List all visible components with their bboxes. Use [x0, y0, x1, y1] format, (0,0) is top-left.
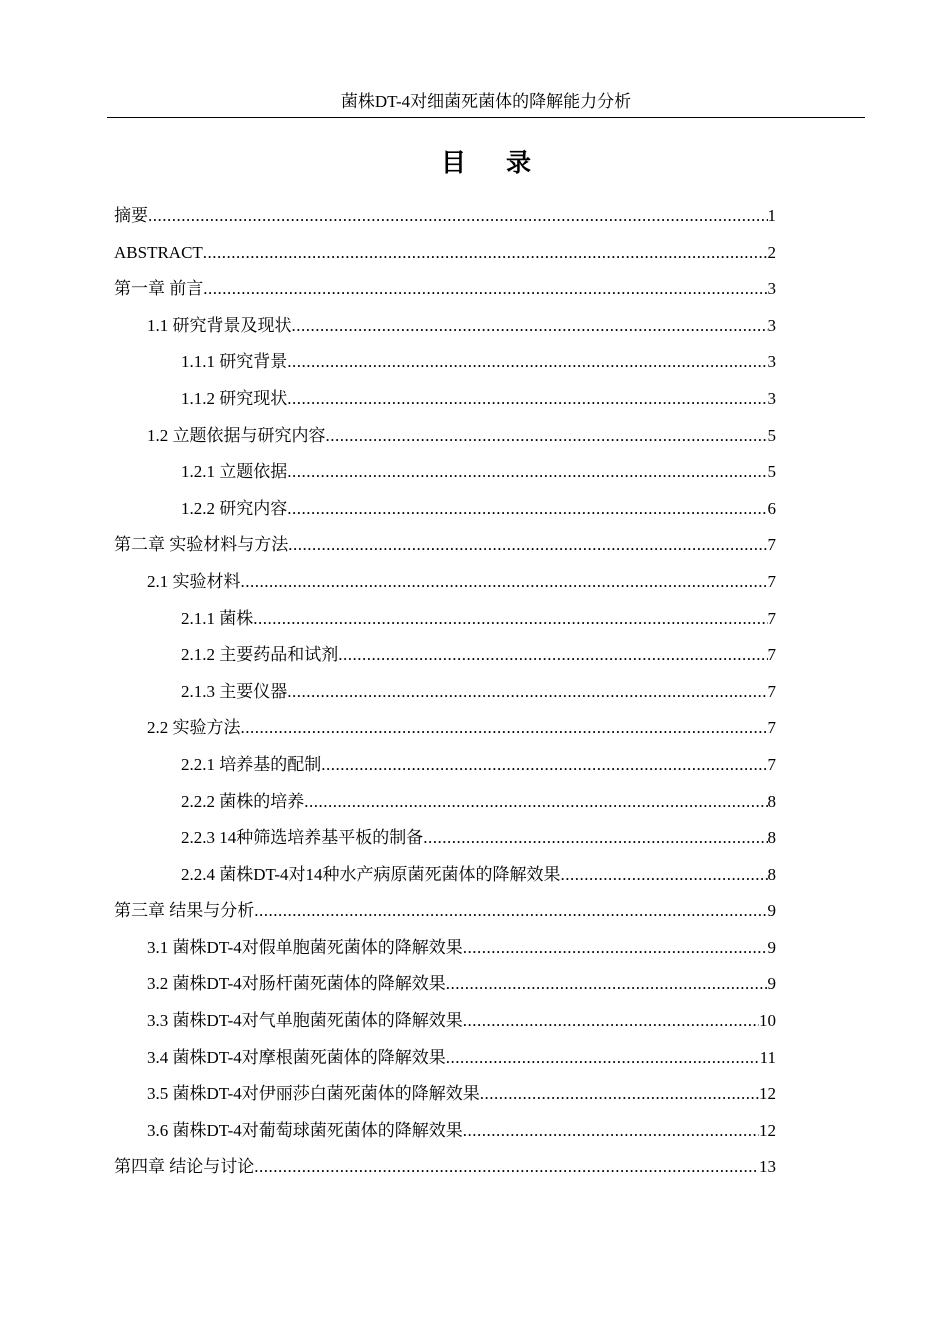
toc-entry-label: 第二章 实验材料与方法	[114, 535, 289, 555]
toc-page-number: 1	[767, 206, 776, 225]
dot-leader	[287, 381, 767, 417]
toc-entry-label: 3.6 菌株DT-4对葡萄球菌死菌体的降解效果	[147, 1120, 463, 1140]
toc-page-number: 9	[767, 901, 776, 921]
toc-entry-label: 2.2.1 培养基的配制	[181, 754, 322, 774]
toc-entry-chapter-2[interactable]	[114, 527, 776, 564]
toc-page-number: 12	[759, 1120, 776, 1140]
dot-leader	[463, 1003, 759, 1039]
dot-leader	[480, 1076, 759, 1112]
toc-entry-2-2-2[interactable]	[114, 784, 776, 821]
toc-entry-2-1-2[interactable]	[114, 637, 776, 674]
toc-page-number: 8	[767, 864, 776, 884]
toc-entry-1-2[interactable]	[114, 418, 776, 455]
dot-leader	[287, 454, 767, 490]
toc-page-number: 7	[767, 645, 776, 665]
toc-entry-label: 3.3 菌株DT-4对气单胞菌死菌体的降解效果	[147, 1011, 463, 1031]
toc-entry-label: 2.1.2 主要药品和试剂	[181, 645, 339, 665]
toc-page-number: 7	[767, 571, 776, 591]
toc-entry-label: 1.1.2 研究现状	[181, 388, 288, 408]
dot-leader	[292, 308, 768, 344]
dot-leader	[321, 747, 767, 783]
dot-leader	[288, 527, 767, 563]
toc-entry-3-6[interactable]	[114, 1113, 776, 1150]
toc-entry-label: 第一章 前言	[114, 279, 204, 299]
dot-leader	[253, 601, 767, 637]
dot-leader	[338, 637, 767, 673]
toc-page-number: 11	[759, 1047, 776, 1067]
toc-entry-abstract-en[interactable]	[114, 235, 776, 272]
toc-entry-label: 1.1 研究背景及现状	[147, 315, 292, 335]
dot-leader	[463, 1113, 759, 1149]
dot-leader	[241, 710, 768, 746]
toc-entry-3-4[interactable]	[114, 1040, 776, 1077]
toc-entry-3-2[interactable]	[114, 966, 776, 1003]
dot-leader	[446, 1040, 760, 1076]
toc-page-number: 7	[767, 681, 776, 701]
toc-page-number: 3	[767, 279, 776, 299]
dot-leader	[203, 271, 767, 307]
dot-leader	[326, 418, 768, 454]
toc-entry-2-2-4[interactable]	[114, 857, 776, 894]
toc-entry-label: 2.2.4 菌株DT-4对14种水产病原菌死菌体的降解效果	[181, 864, 561, 884]
toc-page-number: 7	[767, 535, 776, 555]
toc-page-number: 13	[759, 1157, 776, 1177]
toc-entry-2-2[interactable]	[114, 710, 776, 747]
toc-page-number: 7	[767, 608, 776, 628]
toc-page-number: 3	[767, 315, 776, 335]
toc-page-number: 5	[767, 425, 776, 445]
toc-page-number: 12	[759, 1084, 776, 1104]
toc-entry-label: ABSTRACT	[114, 242, 203, 262]
toc-page-number: 7	[767, 718, 776, 738]
dot-leader	[241, 564, 768, 600]
table-of-contents	[114, 198, 776, 1186]
toc-entry-label: 2.1 实验材料	[147, 571, 241, 591]
dot-leader	[463, 930, 768, 966]
toc-entry-2-2-1[interactable]	[114, 747, 776, 784]
toc-page-number: 6	[767, 498, 776, 518]
toc-page-number: 8	[767, 791, 776, 811]
toc-entry-label: 2.2.2 菌株的培养	[181, 791, 305, 811]
toc-entry-abstract-cn[interactable]	[114, 198, 776, 235]
toc-entry-2-2-3[interactable]	[114, 820, 776, 857]
toc-entry-2-1-3[interactable]	[114, 674, 776, 711]
toc-entry-label: 2.2 实验方法	[147, 718, 241, 738]
toc-entry-3-1[interactable]	[114, 930, 776, 967]
toc-entry-label: 3.5 菌株DT-4对伊丽莎白菌死菌体的降解效果	[147, 1084, 480, 1104]
toc-page-number: 10	[759, 1011, 776, 1031]
toc-page-number: 3	[767, 388, 776, 408]
toc-entry-label: 3.1 菌株DT-4对假单胞菌死菌体的降解效果	[147, 937, 463, 957]
toc-entry-3-3[interactable]	[114, 1003, 776, 1040]
toc-title: 目录	[440, 150, 571, 177]
toc-entry-label: 第三章 结果与分析	[114, 901, 255, 921]
dot-leader	[304, 784, 767, 820]
dot-leader	[148, 198, 768, 234]
dot-leader	[561, 857, 768, 893]
toc-entry-chapter-1[interactable]	[114, 271, 776, 308]
toc-entry-2-1[interactable]	[114, 564, 776, 601]
dot-leader	[203, 235, 768, 271]
toc-entry-1-1[interactable]	[114, 308, 776, 345]
toc-entry-chapter-4[interactable]	[114, 1149, 776, 1186]
toc-entry-label: 3.2 菌株DT-4对肠杆菌死菌体的降解效果	[147, 974, 446, 994]
toc-page-number: 2	[767, 242, 776, 262]
toc-page-number: 9	[767, 937, 776, 957]
toc-entry-1-2-2[interactable]	[114, 491, 776, 528]
toc-entry-label: 第四章 结论与讨论	[114, 1157, 255, 1177]
toc-entry-label: 1.1.1 研究背景	[181, 352, 288, 372]
dot-leader	[423, 820, 767, 856]
toc-entry-label: 2.1.1 菌株	[181, 608, 254, 628]
header-rule	[107, 117, 865, 118]
toc-entry-chapter-3[interactable]	[114, 893, 776, 930]
toc-page-number: 5	[767, 462, 776, 482]
toc-page-number: 8	[767, 828, 776, 848]
running-header: 菌株DT-4对细菌死菌体的降解能力分析	[340, 92, 632, 111]
toc-entry-label: 1.2 立题依据与研究内容	[147, 425, 326, 445]
toc-entry-label: 1.2.1 立题依据	[181, 462, 288, 482]
toc-entry-3-5[interactable]	[114, 1076, 776, 1113]
dot-leader	[254, 893, 767, 929]
toc-entry-1-1-1[interactable]	[114, 344, 776, 381]
toc-entry-2-1-1[interactable]	[114, 601, 776, 638]
toc-page-number: 3	[767, 352, 776, 372]
toc-page-number: 7	[767, 754, 776, 774]
dot-leader	[287, 674, 767, 710]
toc-entry-1-2-1[interactable]	[114, 454, 776, 491]
dot-leader	[287, 491, 767, 527]
toc-entry-label: 1.2.2 研究内容	[181, 498, 288, 518]
toc-entry-label: 2.1.3 主要仪器	[181, 681, 288, 701]
toc-page-number: 9	[767, 974, 776, 994]
toc-entry-label: 2.2.3 14种筛选培养基平板的制备	[181, 828, 424, 848]
dot-leader	[254, 1149, 759, 1185]
toc-entry-label: 摘要	[114, 206, 148, 225]
dot-leader	[446, 966, 768, 1002]
dot-leader	[287, 344, 767, 380]
toc-entry-1-1-2[interactable]	[114, 381, 776, 418]
toc-entry-label: 3.4 菌株DT-4对摩根菌死菌体的降解效果	[147, 1047, 446, 1067]
